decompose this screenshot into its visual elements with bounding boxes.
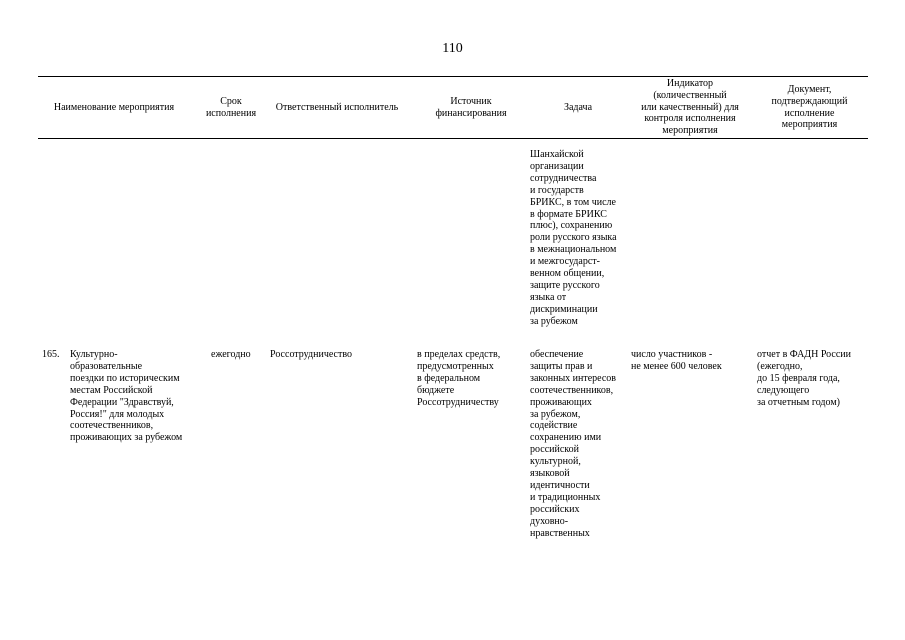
page-number: 110 <box>442 41 463 56</box>
row-term: ежегодно <box>211 349 251 360</box>
row-name: Культурно- образовательные поездки по историческим местам Российской Федерации "Здравствуй, Россия!" для молодых соотечественников, проживающих за рубежом <box>70 349 183 444</box>
header-indicator: Индикатор (количественный или качественный) для контроля исполнения мероприятия <box>641 77 739 137</box>
header-document: Документ, подтверждающий исполнение мероприятия <box>771 83 848 131</box>
header-task: Задача <box>563 101 593 113</box>
row-funding: в пределах средств, предусмотренных в федеральном бюджете Россотрудничеству <box>417 349 501 408</box>
row-document: отчет в ФАДН России (ежегодно, до 15 февраля года, следующего за отчетным годом) <box>757 349 851 408</box>
table-header-rule <box>38 138 868 139</box>
row-executor: Россотрудничество <box>270 349 353 360</box>
header-funding: Источник финансирования <box>435 95 507 119</box>
row-number: 165. <box>42 349 60 360</box>
task-continuation-text: Шанхайской организации сотрудничества и государств БРИКС, в том числе в формате БРИКС плюс), сохранению роли русского языка в межнациональном и межгосударст- венном общении, защите русского языка от дискриминации за рубежом <box>530 149 617 327</box>
header-term: Срок исполнения <box>205 95 257 119</box>
header-name: Наименование мероприятия <box>53 101 175 113</box>
row-indicator: число участников - не менее 600 человек <box>631 349 722 372</box>
row-task: обеспечение защиты прав и законных интересов соотечественников, проживающих за рубежом, содействие сохранению ими российской культурной, языковой идентичности и традиционных российских духовно- нравственных <box>530 349 617 539</box>
header-executor: Ответственный исполнитель <box>275 101 399 113</box>
